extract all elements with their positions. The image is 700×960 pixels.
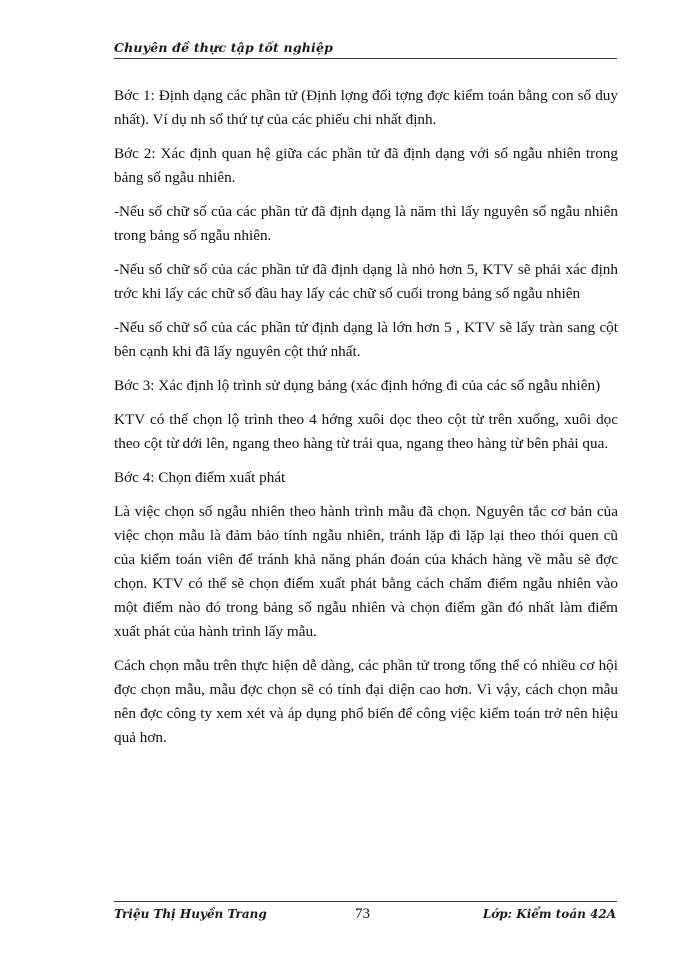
paragraph-step-1: Bớc 1: Định dạng các phần tử (Định lợng đối tợng đợc kiểm toán bằng con số duy nhất). Ví dụ nh số thứ tự của các phiếu chi nhất định. (114, 87, 618, 128)
paragraph-rule-less-than-five: -Nếu số chữ số của các phần tử đã định dạng là nhỏ hơn 5, KTV sẽ phải xác định trớc khi lấy các chữ số đầu hay lấy các chữ số cuối trong bảng số ngẫu nhiên (114, 261, 618, 302)
footer-class: Lớp: Kiểm toán 42A (482, 907, 616, 921)
header-title: Chuyên đề thực tập tốt nghiệp (114, 40, 334, 55)
header-divider (114, 58, 617, 59)
paragraph-step-2: Bớc 2: Xác định quan hệ giữa các phần tử đã định dạng với số ngẫu nhiên trong bảng số ngẫu nhiên. (114, 145, 618, 186)
footer-author: Triệu Thị Huyền Trang (114, 907, 267, 921)
body-content (114, 84, 618, 760)
paragraph-routes: KTV có thể chọn lộ trình theo 4 hớng xuôi dọc theo cột từ trên xuống, xuôi dọc theo cột từ dới lên, ngang theo hàng từ trái qua, ngang theo hàng từ bên phải qua. (114, 411, 618, 452)
paragraph-rule-more-than-five: -Nếu số chữ số của các phần tử định dạng là lớn hơn 5 , KTV sẽ lấy tràn sang cột bên cạnh khi đã lấy nguyên cột thứ nhất. (114, 319, 618, 360)
paragraph-conclusion: Cách chọn mẫu trên thực hiện dễ dàng, các phần tử trong tổng thể có nhiều cơ hội đợc chọn mẫu, mẫu đợc chọn sẽ có tính đại diện cao hơn. Vì vậy, cách chọn mẫu nên đợc công ty xem xét và áp dụng phổ biến để công việc kiểm toán trở nên hiệu quả hơn. (114, 657, 618, 746)
paragraph-step-3: Bớc 3: Xác định lộ trình sử dụng bảng (xác định hớng đi của các số ngẫu nhiên) (114, 377, 601, 394)
paragraph-rule-five-digits: -Nếu số chữ số của các phần tử đã định dạng là năm thì lấy nguyên số ngẫu nhiên trong bảng số ngẫu nhiên. (114, 203, 618, 244)
page-number: 73 (355, 906, 370, 922)
footer-divider (114, 901, 617, 902)
paragraph-starting-point: Là việc chọn số ngẫu nhiên theo hành trình mẫu đã chọn. Nguyên tắc cơ bản của việc chọn mẫu là đảm bảo tính ngẫu nhiên, tránh lặp đi lặp lại theo thói quen cũ của kiểm toán viên để tránh khả năng phán đoán của khách hàng về mẫu sẽ đợc chọn. KTV có thể sẽ chọn điểm xuất phát bằng cách chấm điểm ngẫu nhiên vào một điểm nào đó trong bảng số ngẫu nhiên và chọn điểm gần đó nhất làm điểm xuất phát của hành trình lấy mẫu. (114, 503, 618, 640)
paragraph-step-4: Bớc 4: Chọn điểm xuất phát (114, 469, 286, 486)
